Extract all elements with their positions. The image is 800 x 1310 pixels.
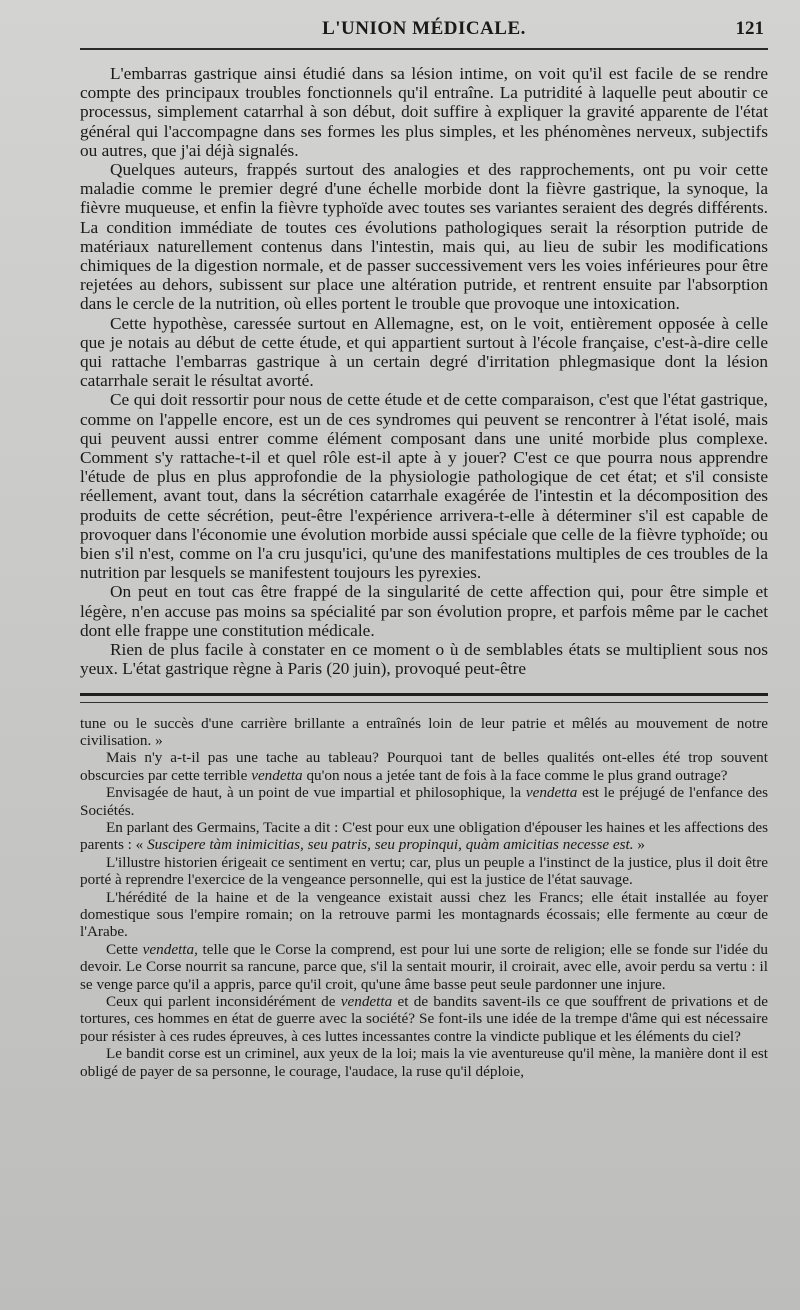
- italic-term: vendetta,: [142, 940, 198, 958]
- text-run: est le préjugé de l'enfance des Sociétés.: [80, 784, 769, 819]
- text-run: et de bandits savent-ils ce que souffrent de privations et de tortures, ces hommes en état de guerre avec la société? Se font-ils une idée de la trempe d'âme qui est nécessaire pour résister à ces rudes épreuves, à ces luttes incessantes contre la vindicte publique et les éléments du ciel?: [80, 993, 768, 1045]
- latin-quote: Suscipere tàm inimicitias, seu patris, seu propinqui, quàm amicitias necesse est.: [147, 836, 634, 854]
- main-article: [80, 64, 768, 679]
- feuilleton-section: [80, 715, 768, 1081]
- italic-term: vendetta: [525, 784, 578, 802]
- page-header: [80, 0, 768, 54]
- italic-term: vendetta: [251, 766, 303, 784]
- journal-title: L'UNION MÉDICALE.: [322, 18, 526, 39]
- paragraph: L'embarras gastrique ainsi étudié dans sa lésion intime, on voit qu'il est facile de se rendre compte des principaux troubles fonctionnels qu'il entraîne. La putridité à laquelle peut aboutir ce processus, simplement catarrhal à son début, doit suffire à expliquer la gravité apparente de l'état général qui l'accompagne dans ses formes les plus simples, et les phénomènes nerveux, subjectifs ou autres, que j'ai déjà signalés.: [80, 64, 768, 160]
- feuilleton-separator: [80, 693, 768, 703]
- paragraph: L'illustre historien érigeait ce sentiment en vertu; car, plus un peuple a l'instinct de la justice, plus il doit être porté à reprendre l'exercice de la vengeance personnelle, qui est la justice de l'état sauvage.: [80, 853, 768, 889]
- text-run: qu'on nous a jetée tant de fois à la face comme le plus grand outrage?: [306, 766, 728, 784]
- paragraph: tune ou le succès d'une carrière brillante a entraînés loin de leur patrie et mêlés au mouvement de notre civilisation. »: [80, 714, 768, 749]
- text-run: telle que le Corse la comprend, est pour lui une sorte de religion; elle se fonde sur l'idée du devoir. Le Corse nourrit sa rancune, parce que, s'il la sentait mourir, il croirait, avec elle, avoir perdu sa vertu : il se venge parce qu'il a appris, parce qu'il croit, qu'une âme basse peut seule pardonner une injure.: [80, 940, 769, 993]
- paragraph: [80, 784, 768, 819]
- text-run: Mais n'y a-t-il pas une tache au tableau? Pourquoi tant de belles qualités ont-elles été trop souvent obscurcies par cette terrible: [80, 749, 768, 784]
- paragraph: Quelques auteurs, frappés surtout des analogies et des rapprochements, ont pu voir cette maladie comme le premier degré d'une échelle morbide dont la fièvre gastrique, la synoque, la fièvre muqueuse, et enfin la fièvre typhoïde avec toutes ses variantes seraient des degrés différents. La condition immédiate de toutes ces évolutions pathologiques serait la résorption putride de matériaux naturellement contenus dans l'intestin, mais qui, au lieu de subir les modifications chimiques de la digestion normale, et de passer successivement vers les voies inférieures pour être rejetées au dehors, subissent sur place une altération putride, et rentrent ensuite par l'absorption dans le cercle de la nutrition, où elles portent le trouble que provoque une intoxication.: [80, 160, 768, 314]
- paragraph: [80, 749, 768, 784]
- paragraph: [80, 819, 768, 854]
- page-number: 121: [735, 18, 764, 39]
- paragraph: L'hérédité de la haine et de la vengeance existait aussi chez les Francs; elle était installée au foyer domestique sous l'empire romain; on la retrouve parmi les montagnards écossais; elle fermente au cœur de l'Arabe.: [80, 888, 768, 941]
- paragraph: Cette hypothèse, caressée surtout en Allemagne, est, on le voit, entièrement opposée à celle que je notais au début de cette étude, et qui appartient surtout à l'école française, c'est-à-dire celle qui rattache l'embarras gastrique à un certain degré d'irritation phlegmasique dont la lésion catarrhale serait le résultat avorté.: [80, 313, 768, 391]
- paragraph: [80, 993, 768, 1045]
- paragraph: [80, 941, 768, 993]
- text-run: Envisagée de haut, à un point de vue impartial et philosophique, la: [106, 784, 522, 802]
- text-run: En parlant des Germains, Tacite a dit : C'est pour eux une obligation d'épouser les haines et les affections des parents : «: [80, 818, 768, 854]
- paragraph: Rien de plus facile à constater en ce moment o ù de semblables états se multiplient sous nos yeux. L'état gastrique règne à Paris (20 juin), provoqué peut-être: [80, 640, 768, 679]
- paragraph: Ce qui doit ressortir pour nous de cette étude et de cette comparaison, c'est que l'état gastrique, comme on l'appelle encore, est un de ces syndromes qui peuvent se rencontrer à l'état isolé, mais qui peuvent aussi entrer comme élément composant dans une unité morbide plus complexe. Comment s'y rattache-t-il et quel rôle est-il apte à y jouer? C'est ce que pourra nous apprendre l'étude de plus en plus approfondie de la physiologie pathologique de cet état; et s'il consiste réellement, avant tout, dans la sécrétion catarrhale exagérée de l'intestin et la décomposition des produits de cette sécrétion, peut-être l'expérience arrivera-t-elle à déterminer s'il est capable de provoquer dans l'économie une évolution morbide aussi spéciale que celle de la fièvre typhoïde; ou bien s'il n'est, comme on l'a cru jusqu'ici, qu'une des manifestations multiples de ces troubles de la nutrition par lesquels se manifestent toujours les pyrexies.: [80, 390, 768, 583]
- text-run: »: [637, 836, 645, 854]
- paragraph: Le bandit corse est un criminel, aux yeux de la loi; mais la vie aventureuse qu'il mène, la manière dont il est obligé de payer de sa personne, le courage, l'audace, la ruse qu'il déploie,: [80, 1045, 768, 1080]
- paragraph: On peut en tout cas être frappé de la singularité de cette affection qui, pour être simple et légère, n'en accuse pas moins sa spécialité par son évolution propre, et parfois même par le cachet dont elle frappe une constitution médicale.: [80, 582, 768, 640]
- text-run: Ceux qui parlent inconsidérément de: [106, 993, 336, 1010]
- text-run: Cette: [106, 940, 139, 958]
- header-rule: [80, 48, 768, 50]
- italic-term: vendetta: [340, 993, 393, 1010]
